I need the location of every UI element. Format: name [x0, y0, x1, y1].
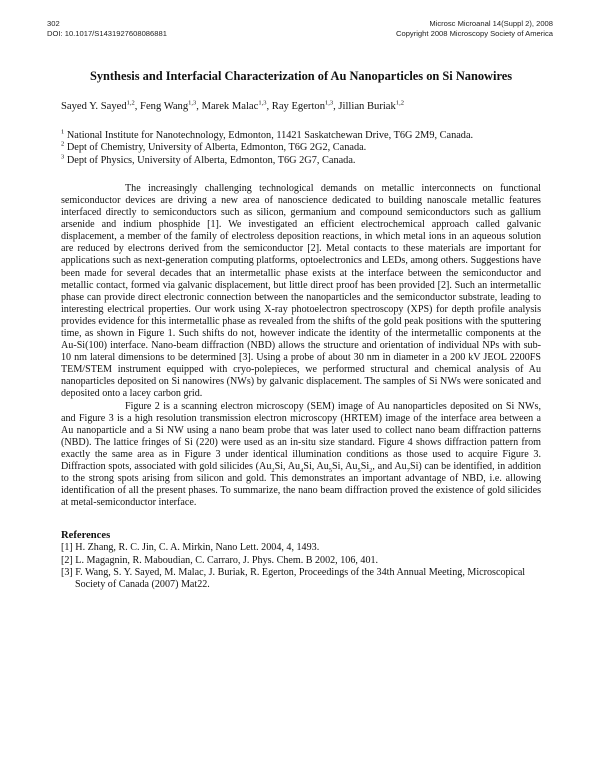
page-number: 302 [47, 19, 60, 28]
page-header-left [47, 19, 167, 39]
references-heading: References [61, 530, 111, 542]
author: Ray Egerton$^{1,3}$, [271, 99, 339, 112]
affiliation: $^1$ National Institute for Nanotechnology, Edmonton, 11421 Saskatchewan Drive, T6G 2M9, Canada. [61, 128, 474, 141]
body-paragraph: The increasingly challenging technological demands on metallic interconnects on functional semiconductor devices are driving a new area of nanoscience dedicated to building nanoscale metallic features interfaced directly to semiconductors such as silicon, germanium and compound semiconductors such as gallium arsenide and indium phosphide [1]. We investigated an efficient electrochemical approach called galvanic displacement, a member of the family of electroless deposition reactions, in which metal ions in an aqueous solution are reduced by electrons derived from the semiconductor [2]. Metal contacts to these materials are important for applications such as next-generation computing platforms, optoelectronics and LEDs, among others. Suggestions have been made for several decades that an intermetallic phase exists at the interface between the semiconductor and metallic contact, formed via galvanic displacement, but little direct proof has been provided [2]. Such an intermetallic phase can provide direct electronic connection between the nanoparticles and the semiconductor substrate, leading to interesting electrical properties. Our work using X-ray photoelectron spectroscopy (XPS) for depth profile analysis provides evidence for this intermetallic phase as revealed from the shifts of the gold peak positions with the sputtering time, as shown in Figure 1. Such shifts do not, however indicate the identity of the intermetallic components at the Au-Si(100) interface. Nano-beam diffraction (NBD) allows the structure and orientation of individual NPs with sub-10 nm lateral dimensions to be determined [3]. Using a probe of about 30 nm in diameter in a 200 kV JEOL 2200FS TEM/STEM instrument equipped with cryo-polepieces, we performed structural and chemical analysis of Au nanoparticles deposited on Si nanowires (NWs) by galvanic displacement. The samples of Si NWs were sonicated and deposited onto a lacey carbon grid. [61, 182, 541, 400]
author: Feng Wang$^{1,3}$, [140, 99, 202, 112]
chemical-formula: $Au_2Si$ [259, 461, 284, 475]
chemical-formula: $Au_5Si$ [316, 461, 341, 475]
reference-item: [1] H. Zhang, R. C. Jin, C. A. Mirkin, Nano Lett. 2004, 4, 1493. [61, 542, 320, 554]
chemical-formula: $Au_7Si$ [394, 461, 419, 475]
reference-list [61, 542, 541, 590]
doi: DOI: 10.1017/S1431927608086881 [47, 29, 167, 38]
author: Marek Malac$^{1,3}$, [201, 99, 272, 112]
author-list [61, 100, 541, 114]
affiliations [61, 130, 541, 167]
copyright: Copyright 2008 Microscopy Society of America [395, 29, 553, 38]
reference-item: [3] F. Wang, S. Y. Sayed, M. Malac, J. Buriak, R. Egerton, Proceedings of the 34th Annual Meeting, Microscopical Society of Canada (2007) Mat22. [61, 566, 526, 590]
journal-citation: Microsc Microanal 14(Suppl 2), 2008 [429, 19, 553, 28]
paper-content [61, 68, 541, 591]
paper-title: Synthesis and Interfacial Characterization of Au Nanoparticles on Si Nanowires [89, 69, 513, 83]
body-paragraph: Figure 2 is a scanning electron microscopy (SEM) image of Au nanoparticles deposited on Si NWs, and Figure 3 is a high resolution transmission electron microscopy (HRTEM) image of the interface area between a Au nanoparticle and a Si NW using a nano beam probe that was later used to collect nano beam diffraction patterns (NBD). The lattice fringes of Si (220) were used as an in-situ size standard. Figure 4 shows diffraction pattern from exactly the same area as in Figure 3 under identical illumination conditions as those used to acquire Figure 3. Diffraction spots, associated with gold silicides ($Au_2Si$, $Au_4Si$, $Au_5Si$, $Au_5Si_2$, and $Au_7Si$) can be identified, in addition to the strong spots arising from silicon and gold. This demonstrates an important advantage of NBD, i.e. allowing identification of all the present phases. To summarize, the nano beam diffraction proved the existence of gold silicides at metal-semiconductor interface. [61, 400, 541, 509]
affiliation: $^2$ Dept of Chemistry, University of Alberta, Edmonton, T6G 2G2, Canada. [61, 140, 367, 154]
abstract-body [61, 183, 541, 510]
author: Jillian Buriak$^{1,2}$ [338, 99, 404, 112]
affiliation: $^3$ Dept of Physics, University of Alberta, Edmonton, T6G 2G7, Canada. [61, 153, 356, 166]
chemical-formula: $Au_5Si_2$ [345, 461, 373, 475]
author: Sayed Y. Sayed$^{1,2}$, [61, 99, 141, 112]
reference-item: [2] L. Magagnin, R. Maboudian, C. Carraro, J. Phys. Chem. B 2002, 106, 401. [61, 554, 379, 566]
page-header-right [396, 19, 553, 39]
chemical-formula: $Au_4Si$ [287, 461, 312, 475]
